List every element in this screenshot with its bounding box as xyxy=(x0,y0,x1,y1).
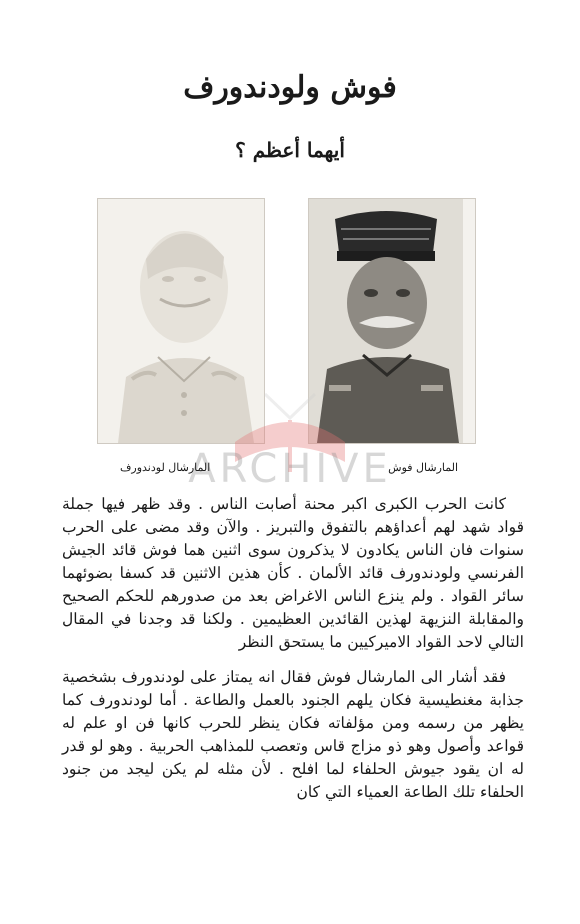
ludendorff-caption: المارشال لودندورف xyxy=(120,461,211,474)
foch-caption: المارشال فوش xyxy=(388,461,458,474)
paragraph-2: فقد أشار الى المارشال فوش فقال انه يمتاز على لودندورف بشخصية جذابة مغنطيسية فكان يلهم الجنود بالعمل والطاعة . أما لودندورف كما يظهر من رسمه ومن مؤلفاته فكان ينظر للحرب كانها فن او علم له قواعد وأصول وهو ذو مزاج قاس وتعصب للمذاهب الحربية . وهو لو قدر له ان يقود جيوش الحلفاء لما افلح . لأن مثله لم يكن ليجد من جنود الحلفاء تلك الطاعة العمياء التي كان xyxy=(62,668,524,801)
photo-captions xyxy=(120,461,460,479)
foch-portrait xyxy=(308,198,476,444)
ludendorff-portrait xyxy=(97,198,265,444)
article-subtitle: أيهما أعظم ؟ xyxy=(235,138,345,162)
watermark-text: ARCHIVE xyxy=(188,446,392,492)
paragraph-1: كانت الحرب الكبرى اكبر محنة أصابت الناس . وقد ظهر فيها جملة قواد شهد لهم أعداؤهم بالتفوق والتبريز . والآن وقد مضى على الحرب سنوات فان الناس يكادون لا يذكرون سوى اثنين هما فوش قائد الجيش الفرنسي ولودندورف قائد الألمان . كأن هذين الاثنين قد كسفا بضوئهما سائر القواد . ولم ينزع الناس الاغراض بعد من صدورهم للحكم الصحيح والمقابلة النزيهة لهذين القائدين العظيمين . ولكنا قد وجدنا في المقال التالي لاحد القواد الاميركيين ما يستحق النظر xyxy=(62,495,524,651)
article-title: فوش ولودندورف xyxy=(183,70,397,105)
article-body xyxy=(62,493,524,816)
